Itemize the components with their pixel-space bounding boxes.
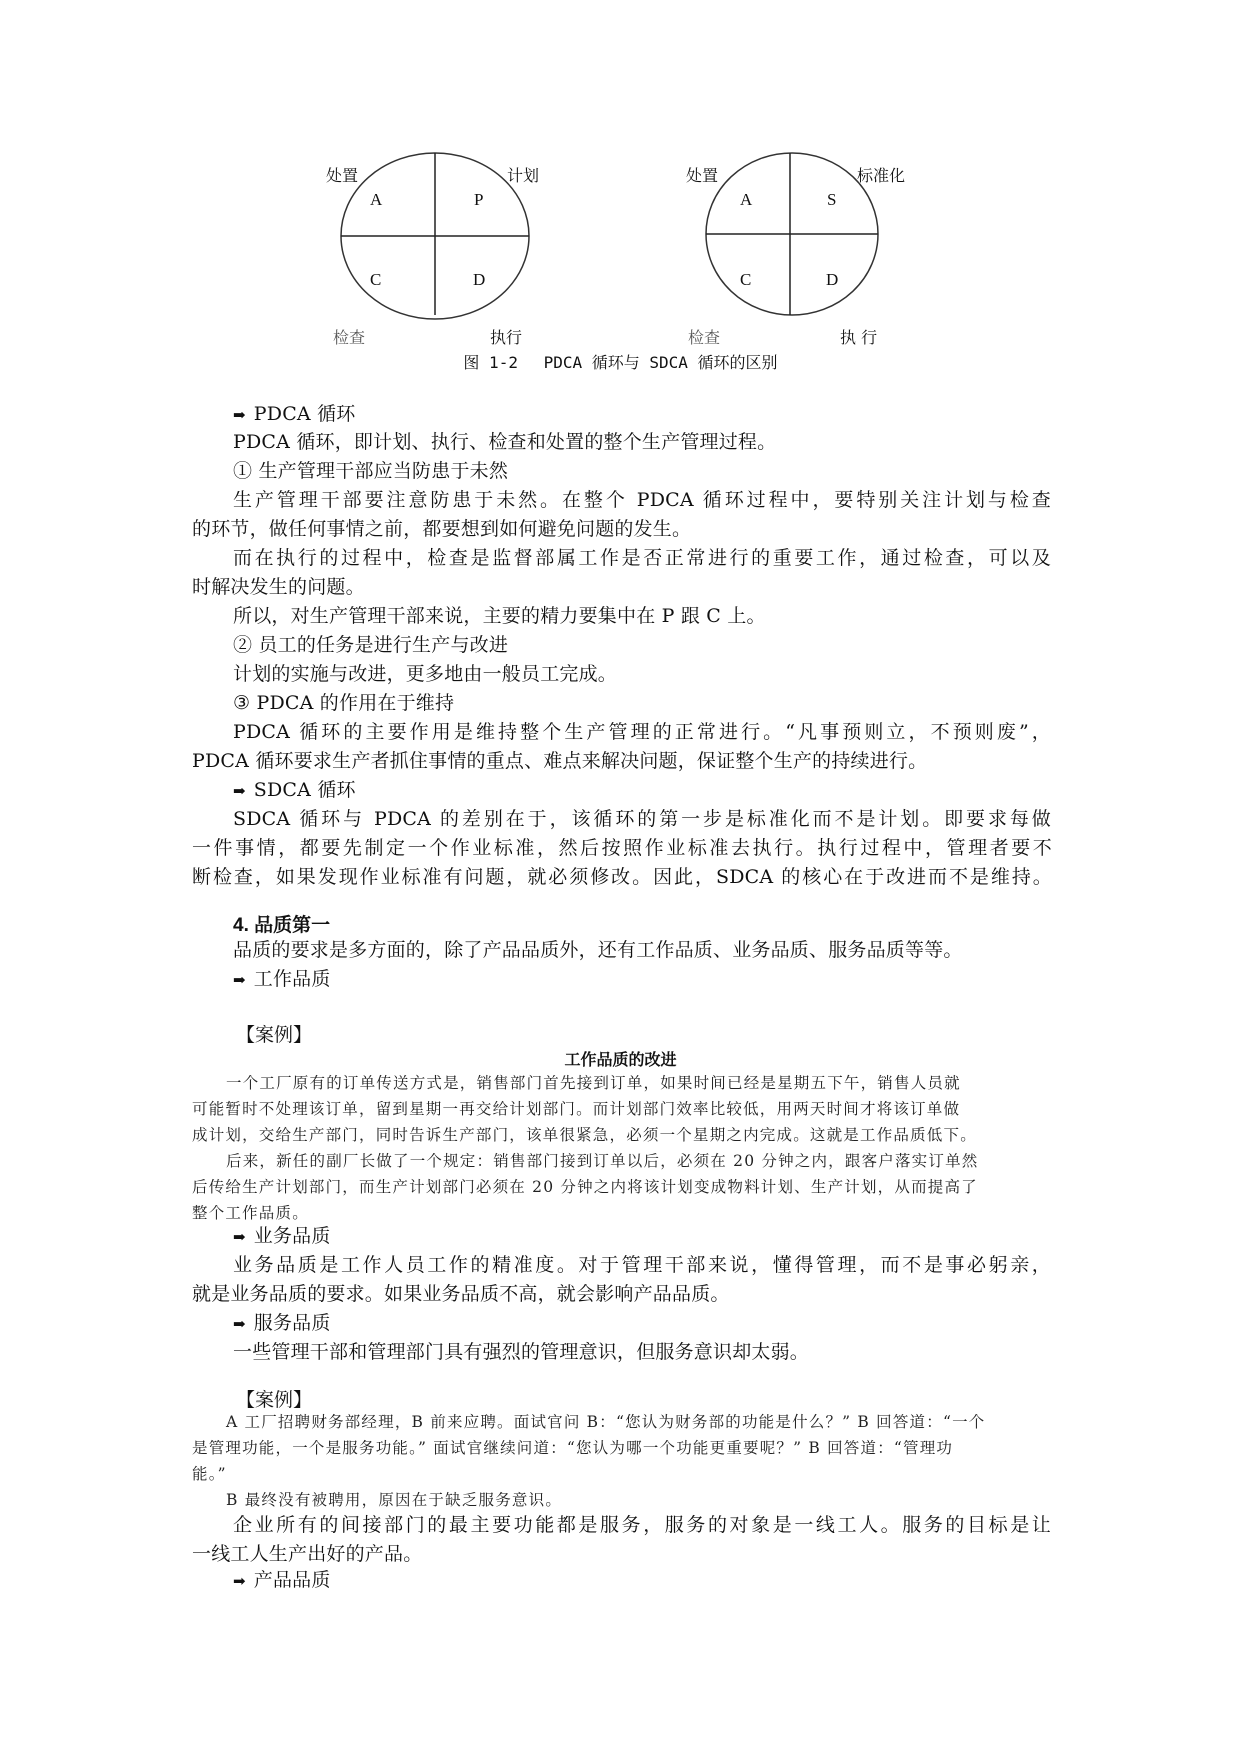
bullet-pdca: ➡ PDCA 循环 xyxy=(233,403,356,425)
paragraph-line: 生产管理干部要注意防患于未然。在整个 PDCA 循环过程中，要特别关注计划与检查 xyxy=(233,489,1051,511)
bullet-service-quality: ➡ 服务品质 xyxy=(233,1312,331,1334)
paragraph-line: 一些管理干部和管理部门具有强烈的管理意识，但服务意识却太弱。 xyxy=(233,1341,810,1363)
pdca-quadrant-c: C xyxy=(370,270,382,289)
case-line: 后来，新任的副厂长做了一个规定：销售部门接到订单以后，必须在 20 分钟之内，跟客户落实订单然 xyxy=(226,1152,979,1170)
bullet-work-quality: ➡ 工作品质 xyxy=(233,968,331,990)
paragraph-line: 业务品质是工作人员工作的精准度。对于管理干部来说，懂得管理，而不是事必躬亲， xyxy=(233,1254,1051,1276)
paragraph-line: PDCA 循环，即计划、执行、检查和处置的整个生产管理过程。 xyxy=(233,431,777,453)
case-line: 一个工厂原有的订单传送方式是，销售部门首先接到订单，如果时间已经是星期五下午，销售人员就 xyxy=(226,1074,961,1092)
cycle-diagrams xyxy=(0,0,1241,380)
case-title: 工作品质的改进 xyxy=(564,1050,677,1069)
sdca-circle xyxy=(706,153,878,315)
pdca-quadrant-d: D xyxy=(473,270,486,289)
section-heading: 4. 品质第一 xyxy=(233,915,331,936)
numbered-item-2: ② 员工的任务是进行生产与改进 xyxy=(233,634,509,656)
case-line: A 工厂招聘财务部经理，B 前来应聘。面试官问 B：“您认为财务部的功能是什么？” B 回答道：“一个 xyxy=(226,1413,986,1431)
paragraph-line: 而在执行的过程中，检查是监督部属工作是否正常进行的重要工作，通过检查，可以及 xyxy=(233,547,1051,569)
section-intro: 品质的要求是多方面的，除了产品品质外，还有工作品质、业务品质、服务品质等等。 xyxy=(233,939,963,961)
case-line: 后传给生产计划部门，而生产计划部门必须在 20 分钟之内将该计划变成物料计划、生产计划，从而提高了 xyxy=(192,1178,978,1196)
paragraph-line: 的环节，做任何事情之前，都要想到如何避免问题的发生。 xyxy=(192,518,692,540)
bullet-business-quality: ➡ 业务品质 xyxy=(233,1225,331,1247)
paragraph-line: 一线工人生产出好的产品。 xyxy=(192,1543,423,1565)
bullet-sdca: ➡ SDCA 循环 xyxy=(233,779,356,801)
case-line: 整个工作品质。 xyxy=(192,1204,309,1222)
case-line: B 最终没有被聘用，原因在于缺乏服务意识。 xyxy=(226,1491,563,1509)
sdca-label-do: 执 行 xyxy=(840,328,878,347)
bullet-product-quality: ➡ 产品品质 xyxy=(233,1569,331,1591)
paragraph-line: 时解决发生的问题。 xyxy=(192,576,365,598)
paragraph-line: 企业所有的间接部门的最主要功能都是服务，服务的对象是一线工人。服务的目标是让 xyxy=(233,1514,1051,1536)
pdca-label-act: 处置 xyxy=(326,166,359,185)
pdca-quadrant-p: P xyxy=(474,190,484,209)
sdca-quadrant-s: S xyxy=(827,190,837,209)
case-tag: 【案例】 xyxy=(236,1024,313,1046)
paragraph-line: 断检查，如果发现作业标准有问题，就必须修改。因此，SDCA 的核心在于改进而不是维持。 xyxy=(192,866,1052,888)
arrow-right-icon: ➡ xyxy=(233,1315,246,1333)
pdca-sdca-figure xyxy=(0,0,1241,380)
case-line: 能。” xyxy=(192,1465,227,1483)
case-line: 是管理功能，一个是服务功能。” 面试官继续问道：“您认为哪一个功能更重要呢？” B 回答道：“管理功 xyxy=(192,1439,954,1457)
pdca-quadrant-a: A xyxy=(370,190,383,209)
pdca-label-plan: 计划 xyxy=(507,166,540,185)
arrow-right-icon: ➡ xyxy=(233,1228,246,1246)
numbered-item-1: ① 生产管理干部应当防患于未然 xyxy=(233,460,509,482)
arrow-right-icon: ➡ xyxy=(233,782,246,800)
paragraph-line: SDCA 循环与 PDCA 的差别在于，该循环的第一步是标准化而不是计划。即要求每做 xyxy=(233,808,1051,830)
sdca-label-act: 处置 xyxy=(686,166,719,185)
numbered-item-3: ③ PDCA 的作用在于维持 xyxy=(233,692,455,714)
paragraph-line: PDCA 循环的主要作用是维持整个生产管理的正常进行。“凡事预则立，不预则废”， xyxy=(233,721,1051,743)
pdca-label-check: 检查 xyxy=(333,328,366,347)
sdca-quadrant-a: A xyxy=(740,190,753,209)
arrow-right-icon: ➡ xyxy=(233,406,246,424)
arrow-right-icon: ➡ xyxy=(233,971,246,989)
paragraph-line: 所以，对生产管理干部来说，主要的精力要集中在 P 跟 C 上。 xyxy=(233,605,766,627)
pdca-circle xyxy=(341,153,529,319)
sdca-quadrant-d: D xyxy=(826,270,839,289)
sdca-label-standardize: 标准化 xyxy=(857,166,906,185)
sdca-label-check: 检查 xyxy=(688,328,721,347)
paragraph-line: 就是业务品质的要求。如果业务品质不高，就会影响产品品质。 xyxy=(192,1283,730,1305)
figure-caption: 图 1-2 PDCA 循环与 SDCA 循环的区别 xyxy=(463,353,778,372)
paragraph-line: 一件事情，都要先制定一个作业标准，然后按照作业标准去执行。执行过程中，管理者要不 xyxy=(192,837,1052,859)
paragraph-line: PDCA 循环要求生产者抓住事情的重点、难点来解决问题，保证整个生产的持续进行。 xyxy=(192,750,928,772)
case-tag: 【案例】 xyxy=(236,1389,313,1411)
sdca-quadrant-c: C xyxy=(740,270,752,289)
case-line: 成计划，交给生产部门，同时告诉生产部门，该单很紧急，必须一个星期之内完成。这就是工作品质低下。 xyxy=(192,1126,977,1144)
arrow-right-icon: ➡ xyxy=(233,1572,246,1590)
pdca-label-do: 执行 xyxy=(490,328,523,347)
case-line: 可能暂时不处理该订单，留到星期一再交给计划部门。而计划部门效率比较低，用两天时间才将该订单做 xyxy=(192,1100,961,1118)
paragraph-line: 计划的实施与改进，更多地由一般员工完成。 xyxy=(233,663,618,685)
